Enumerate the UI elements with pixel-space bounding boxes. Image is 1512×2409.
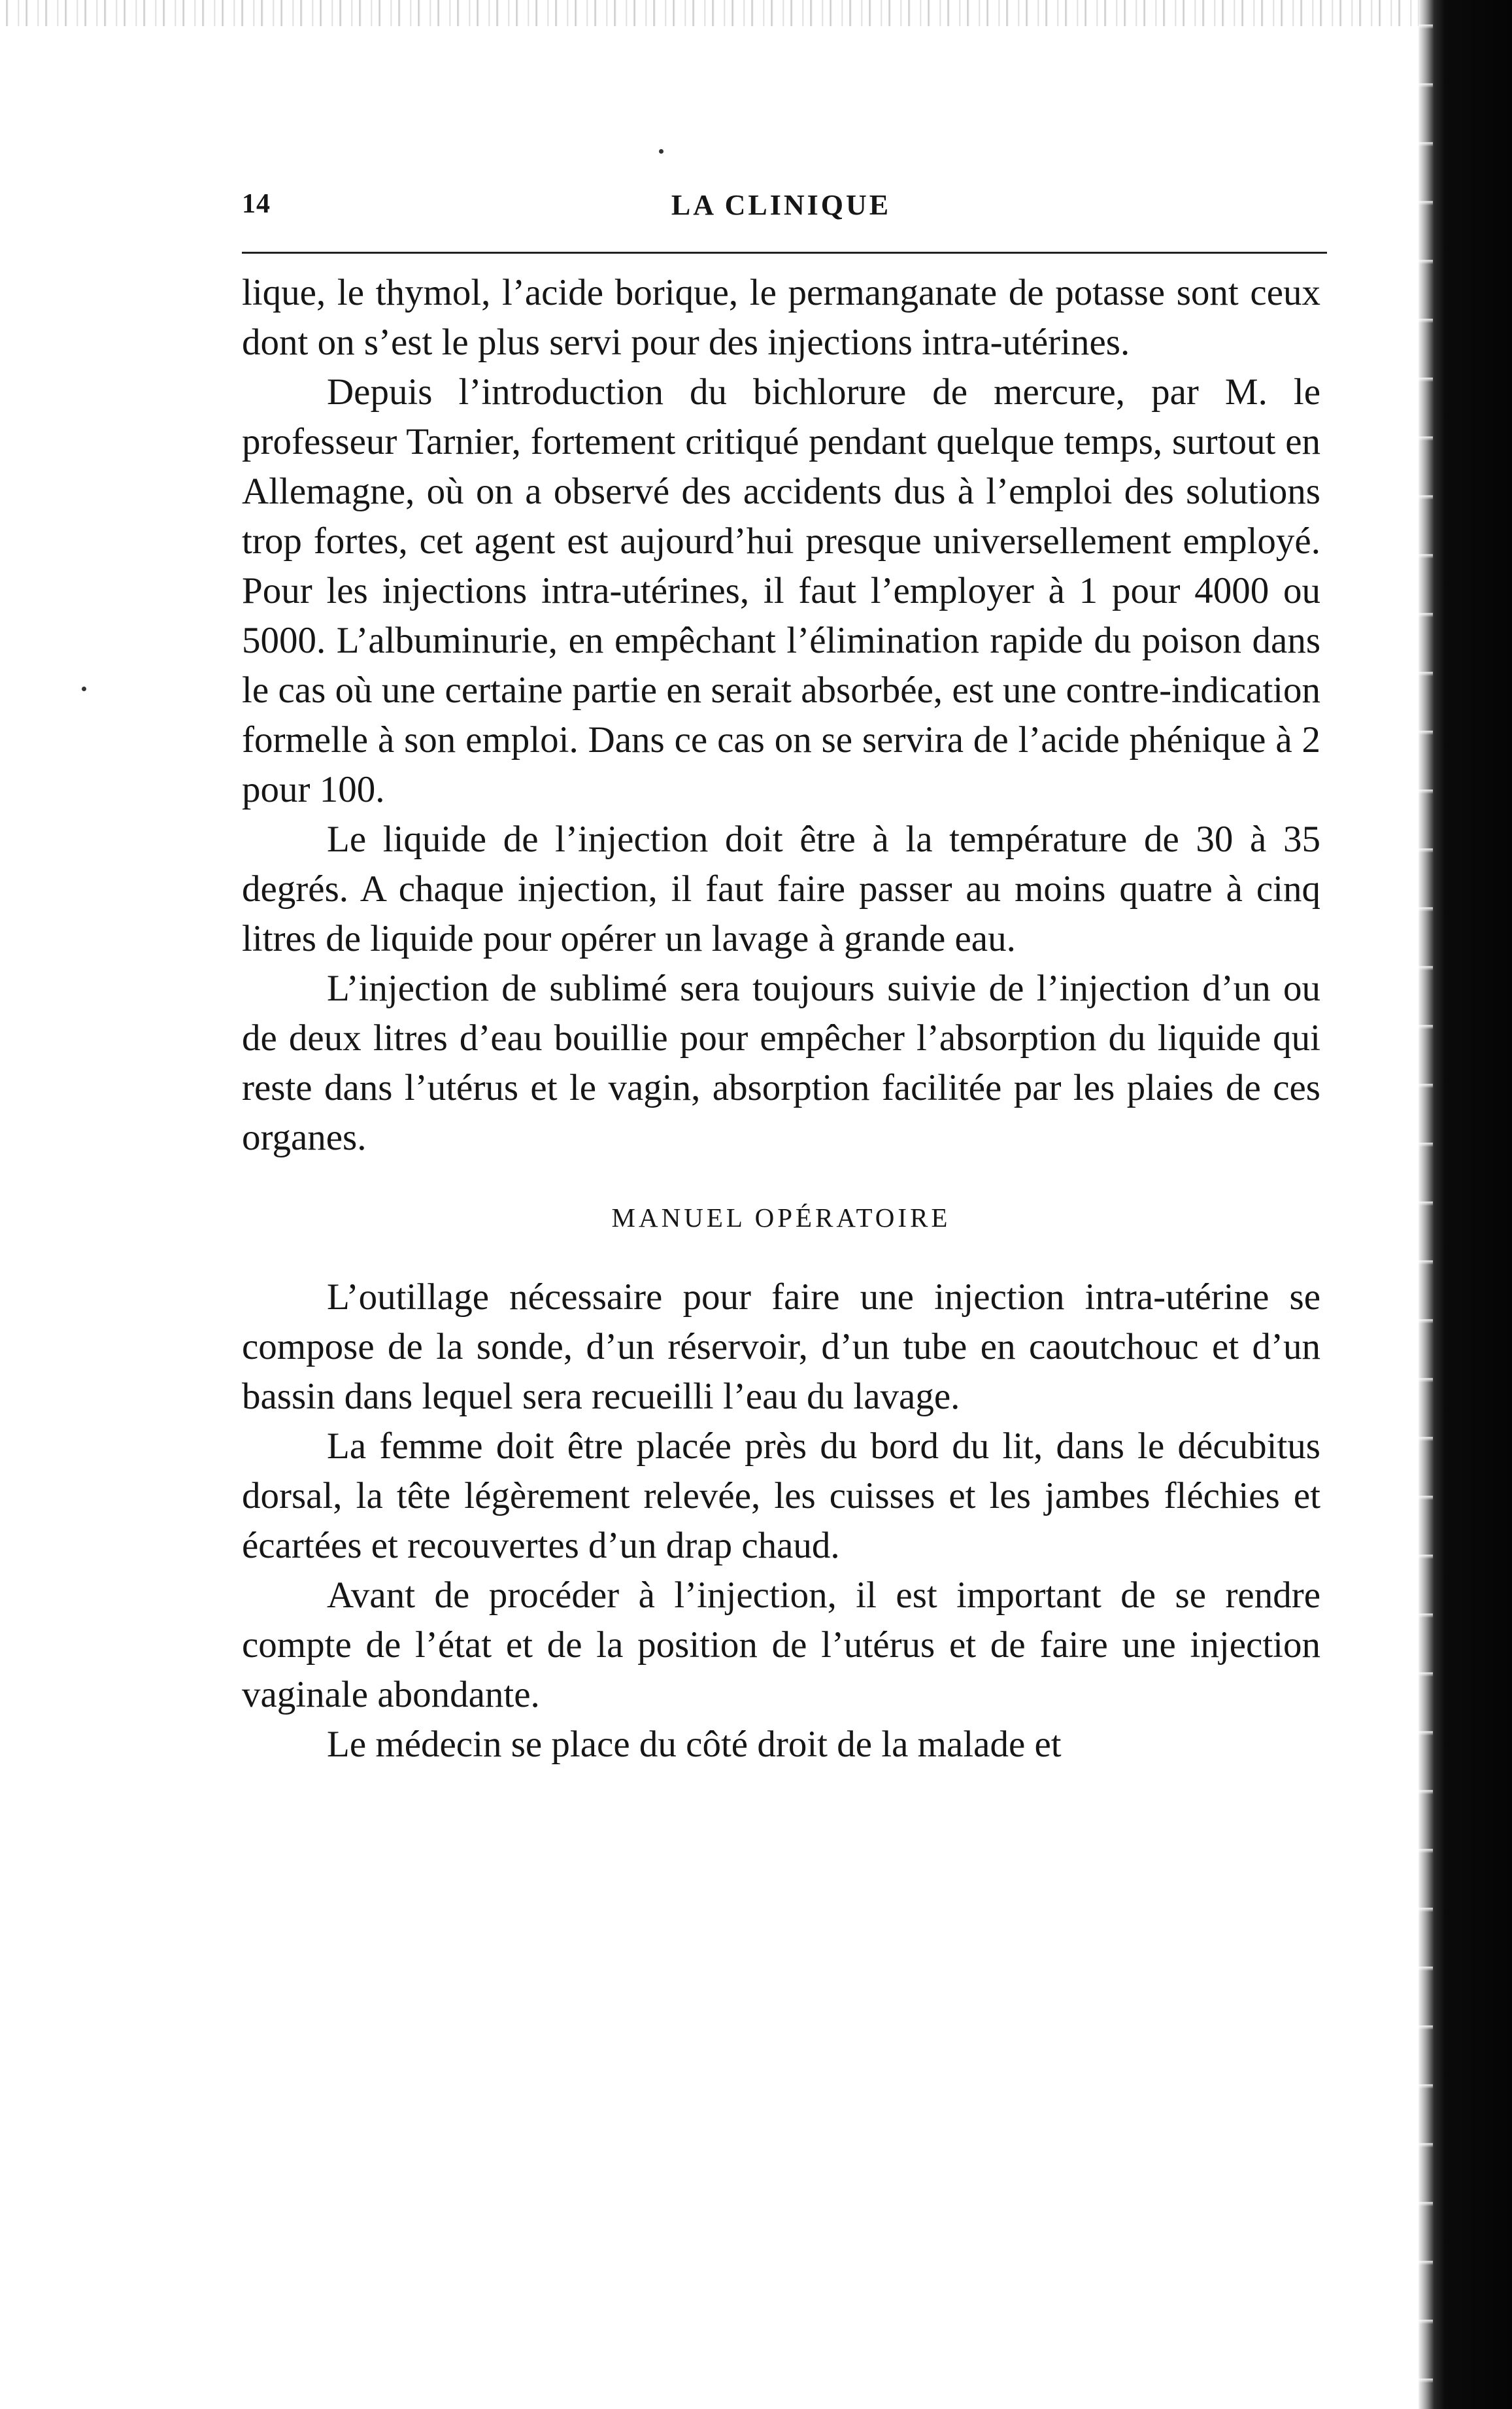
paragraph: lique, le thymol, l’acide borique, le permanganate de potasse sont ceux dont on s’est le plus servi pour des injections intra-utérines. (242, 272, 1320, 363)
paragraph: Le liquide de l’injection doit être à la température de 30 à 35 degrés. A chaque injection, il faut faire passer au moins quatre à cinq litres de liquide pour opérer un lavage à grande eau. (242, 819, 1320, 959)
header-rule (242, 252, 1327, 254)
page-number: 14 (242, 189, 271, 219)
paragraph: Le médecin se place du côté droit de la malade et (327, 1724, 1062, 1765)
scan-page-edge (1419, 0, 1512, 2409)
paragraph: L’outillage nécessaire pour faire une injection intra-utérine se compose de la sonde, d’un réservoir, d’un tube en caoutchouc et d’un bassin dans lequel sera recueilli l’eau du lavage. (242, 1276, 1320, 1417)
scan-speck (82, 687, 86, 691)
paragraph: L’injection de sublimé sera toujours suivie de l’injection d’un ou de deux litres d’eau bouillie pour empêcher l’absorption du liquide qui reste dans l’utérus et le vagin, absorption facilitée par les plaies de ces organes. (242, 968, 1320, 1158)
paragraph: La femme doit être placée près du bord du lit, dans le décubitus dorsal, la tête légèrement relevée, les cuisses et les jambes fléchies et écartées et recouvertes d’un drap chaud. (242, 1426, 1320, 1566)
scan-top-noise (0, 0, 1512, 26)
body-text (242, 268, 1320, 1769)
paragraph: Depuis l’introduction du bichlorure de mercure, par M. le professeur Tarnier, fortement critiqué pendant quelque temps, surtout en Allemagne, où on a observé des accidents dus à l’emploi des solutions trop fortes, cet agent est aujourd’hui presque universellement employé. Pour les injections intra-utérines, il faut l’employer à 1 pour 4000 ou 5000. L’albuminurie, en empêchant l’élimination rapide du poison dans le cas où une certaine partie en serait absorbée, est une contre-indication formelle à son emploi. Dans ce cas on se servira de l’acide phénique à 2 pour 100. (242, 371, 1320, 810)
section-heading: MANUEL OPÉRATOIRE (611, 1203, 951, 1233)
scan-speck (659, 149, 664, 154)
running-title: LA CLINIQUE (671, 189, 892, 221)
page-header (242, 188, 1320, 228)
paragraph: Avant de procéder à l’injection, il est important de se rendre compte de l’état et de la position de l’utérus et de faire une injection vaginale abondante. (242, 1575, 1320, 1715)
